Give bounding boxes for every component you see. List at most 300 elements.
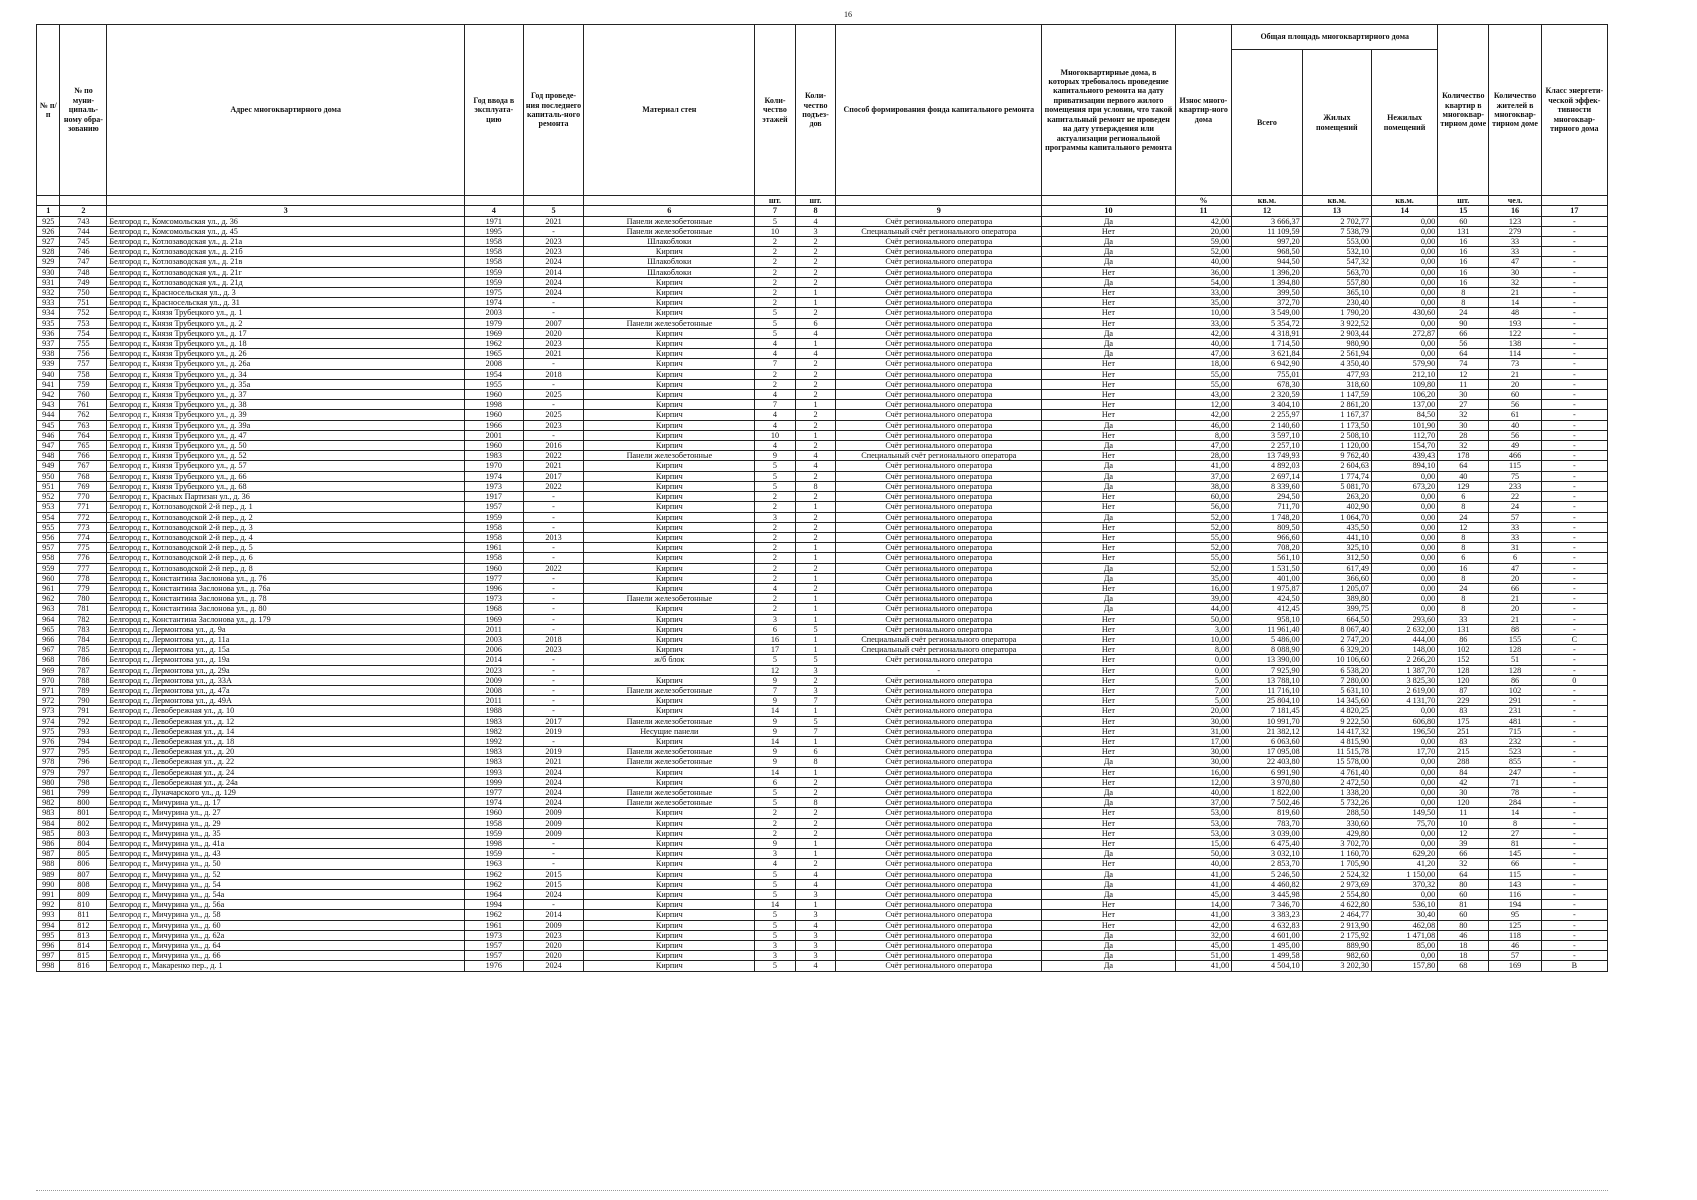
cell-repair-required: Да <box>1042 339 1175 349</box>
cell-floors: 5 <box>755 961 796 971</box>
bottom-rule <box>36 1190 1608 1192</box>
cell-fund-method: Счёт регионального оператора <box>836 818 1042 828</box>
cell-energy-class: - <box>1541 839 1607 849</box>
column-number: 13 <box>1302 206 1371 216</box>
cell-year-commissioned: 1958 <box>464 522 523 532</box>
table-row <box>37 430 1608 440</box>
cell-wall-material: Несущие панели <box>584 726 755 736</box>
cell-row-number: 927 <box>37 237 60 247</box>
cell-address: Белгород г., Лермонтова ул., д. 49А <box>107 696 465 706</box>
cell-fund-method: Счёт регионального оператора <box>836 430 1042 440</box>
cell-residents: 247 <box>1489 767 1541 777</box>
cell-entrances: 2 <box>795 441 836 451</box>
cell-repair-required: Да <box>1042 951 1175 961</box>
cell-wear-percent: 12,00 <box>1175 400 1232 410</box>
cell-fund-method: Счёт регионального оператора <box>836 216 1042 226</box>
cell-floors: 2 <box>755 808 796 818</box>
cell-apartments: 16 <box>1438 277 1489 287</box>
cell-entrances: 2 <box>795 522 836 532</box>
header-municipal-number: № по муни-ципаль-ному обра-зованию <box>60 25 107 196</box>
cell-area-total: 4 632,83 <box>1232 920 1302 930</box>
cell-area-total: 8 088,90 <box>1232 645 1302 655</box>
cell-year-last-repair: 2009 <box>523 818 584 828</box>
cell-year-commissioned: 1974 <box>464 471 523 481</box>
cell-address: Белгород г., Лермонтова ул., д. 47а <box>107 685 465 695</box>
cell-floors: 7 <box>755 359 796 369</box>
cell-wear-percent: 31,00 <box>1175 726 1232 736</box>
cell-entrances: 2 <box>795 308 836 318</box>
cell-municipal-number: 756 <box>60 349 107 359</box>
cell-residents: 60 <box>1489 390 1541 400</box>
cell-area-residential: 4 761,40 <box>1302 767 1371 777</box>
cell-row-number: 974 <box>37 716 60 726</box>
cell-address: Белгород г., Левобережная ул., д. 10 <box>107 706 465 716</box>
cell-area-total: 4 504,10 <box>1232 961 1302 971</box>
cell-fund-method: Счёт регионального оператора <box>836 441 1042 451</box>
cell-repair-required: Нет <box>1042 767 1175 777</box>
cell-area-total: 4 318,91 <box>1232 328 1302 338</box>
cell-row-number: 978 <box>37 757 60 767</box>
cell-energy-class: - <box>1541 777 1607 787</box>
cell-row-number: 977 <box>37 747 60 757</box>
cell-wear-percent: 54,00 <box>1175 277 1232 287</box>
cell-area-residential: 2 524,32 <box>1302 869 1371 879</box>
cell-year-last-repair: - <box>523 543 584 553</box>
cell-year-commissioned: 1982 <box>464 726 523 736</box>
cell-fund-method: Счёт регионального оператора <box>836 349 1042 359</box>
cell-row-number: 985 <box>37 828 60 838</box>
cell-fund-method: Счёт регионального оператора <box>836 910 1042 920</box>
cell-address: Белгород г., Котлозаводской 2-й пер., д. 4 <box>107 532 465 542</box>
cell-area-total: 2 140,60 <box>1232 420 1302 430</box>
cell-area-residential: 288,50 <box>1302 808 1371 818</box>
cell-municipal-number: 747 <box>60 257 107 267</box>
cell-year-last-repair: 2019 <box>523 747 584 757</box>
cell-apartments: 68 <box>1438 961 1489 971</box>
cell-year-commissioned: 1961 <box>464 920 523 930</box>
cell-year-commissioned: 1973 <box>464 481 523 491</box>
cell-wear-percent: 3,00 <box>1175 624 1232 634</box>
cell-residents: 114 <box>1489 349 1541 359</box>
cell-row-number: 961 <box>37 583 60 593</box>
cell-row-number: 947 <box>37 441 60 451</box>
unit-cell <box>107 196 465 206</box>
cell-entrances: 6 <box>795 318 836 328</box>
cell-apartments: 83 <box>1438 706 1489 716</box>
cell-row-number: 955 <box>37 522 60 532</box>
table-row <box>37 441 1608 451</box>
unit-cell: шт. <box>1438 196 1489 206</box>
cell-area-total: 3 597,10 <box>1232 430 1302 440</box>
cell-row-number: 942 <box>37 390 60 400</box>
cell-municipal-number: 803 <box>60 828 107 838</box>
cell-wear-percent: 53,00 <box>1175 808 1232 818</box>
cell-apartments: 28 <box>1438 430 1489 440</box>
cell-address: Белгород г., Луначарского ул., д. 129 <box>107 787 465 797</box>
cell-area-residential: 547,32 <box>1302 257 1371 267</box>
cell-area-nonresidential: 2 619,00 <box>1372 685 1438 695</box>
cell-apartments: 64 <box>1438 869 1489 879</box>
cell-floors: 14 <box>755 736 796 746</box>
cell-entrances: 1 <box>795 400 836 410</box>
cell-address: Белгород г., Князя Трубецкого ул., д. 1 <box>107 308 465 318</box>
cell-wall-material: Панели железобетонные <box>584 716 755 726</box>
cell-year-last-repair: - <box>523 675 584 685</box>
cell-area-nonresidential: 149,50 <box>1372 808 1438 818</box>
cell-wear-percent: 47,00 <box>1175 349 1232 359</box>
cell-year-last-repair: 2023 <box>523 645 584 655</box>
cell-residents: 20 <box>1489 573 1541 583</box>
cell-floors: 2 <box>755 247 796 257</box>
cell-wear-percent: 40,00 <box>1175 257 1232 267</box>
cell-entrances: 2 <box>795 787 836 797</box>
cell-floors: 2 <box>755 604 796 614</box>
cell-area-nonresidential: 0,00 <box>1372 583 1438 593</box>
cell-residents: 71 <box>1489 777 1541 787</box>
cell-fund-method: Счёт регионального оператора <box>836 767 1042 777</box>
cell-fund-method: Счёт регионального оператора <box>836 379 1042 389</box>
cell-year-commissioned: 1957 <box>464 502 523 512</box>
cell-area-nonresidential: 0,00 <box>1372 757 1438 767</box>
cell-area-total: 7 181,45 <box>1232 706 1302 716</box>
cell-municipal-number: 745 <box>60 237 107 247</box>
cell-energy-class: - <box>1541 369 1607 379</box>
cell-fund-method: Счёт регионального оператора <box>836 237 1042 247</box>
cell-wall-material: Панели железобетонные <box>584 787 755 797</box>
cell-apartments: 8 <box>1438 573 1489 583</box>
cell-wall-material: Кирпич <box>584 308 755 318</box>
cell-municipal-number: 800 <box>60 798 107 808</box>
cell-energy-class: - <box>1541 420 1607 430</box>
table-row <box>37 267 1608 277</box>
cell-wall-material: Панели железобетонные <box>584 226 755 236</box>
unit-cell <box>836 196 1042 206</box>
header-address: Адрес многоквартирного дома <box>107 25 465 196</box>
cell-area-nonresidential: 137,00 <box>1372 400 1438 410</box>
cell-area-residential: 4 622,80 <box>1302 900 1371 910</box>
cell-address: Белгород г., Левобережная ул., д. 22 <box>107 757 465 767</box>
cell-repair-required: Нет <box>1042 502 1175 512</box>
cell-residents: 115 <box>1489 869 1541 879</box>
cell-area-nonresidential: 0,00 <box>1372 543 1438 553</box>
cell-residents: 51 <box>1489 655 1541 665</box>
cell-year-commissioned: 1960 <box>464 563 523 573</box>
cell-fund-method: Счёт регионального оператора <box>836 859 1042 869</box>
cell-energy-class: - <box>1541 461 1607 471</box>
cell-row-number: 992 <box>37 900 60 910</box>
cell-row-number: 991 <box>37 890 60 900</box>
cell-municipal-number: 758 <box>60 369 107 379</box>
cell-repair-required: Нет <box>1042 716 1175 726</box>
cell-energy-class: - <box>1541 543 1607 553</box>
cell-floors: 9 <box>755 451 796 461</box>
cell-area-residential: 5 631,10 <box>1302 685 1371 695</box>
cell-address: Белгород г., Князя Трубецкого ул., д. 47 <box>107 430 465 440</box>
cell-area-nonresidential: 0,00 <box>1372 288 1438 298</box>
cell-row-number: 946 <box>37 430 60 440</box>
cell-wall-material: Кирпич <box>584 430 755 440</box>
cell-year-commissioned: 2003 <box>464 308 523 318</box>
cell-repair-required: Нет <box>1042 859 1175 869</box>
cell-address: Белгород г., Князя Трубецкого ул., д. 17 <box>107 328 465 338</box>
cell-year-last-repair: - <box>523 655 584 665</box>
cell-fund-method: Счёт регионального оператора <box>836 492 1042 502</box>
cell-area-residential: 3 702,70 <box>1302 839 1371 849</box>
cell-wear-percent: 45,00 <box>1175 890 1232 900</box>
cell-entrances: 3 <box>795 910 836 920</box>
cell-year-commissioned: 1971 <box>464 216 523 226</box>
cell-municipal-number: 743 <box>60 216 107 226</box>
table-row <box>37 522 1608 532</box>
cell-year-commissioned: 1960 <box>464 441 523 451</box>
cell-municipal-number: 761 <box>60 400 107 410</box>
cell-year-commissioned: 2008 <box>464 685 523 695</box>
cell-area-total: 13 749,93 <box>1232 451 1302 461</box>
cell-fund-method: Счёт регионального оператора <box>836 624 1042 634</box>
cell-area-total: 678,30 <box>1232 379 1302 389</box>
column-number: 6 <box>584 206 755 216</box>
cell-municipal-number: 796 <box>60 757 107 767</box>
cell-residents: 57 <box>1489 512 1541 522</box>
cell-floors: 10 <box>755 430 796 440</box>
cell-row-number: 944 <box>37 410 60 420</box>
cell-wear-percent: 41,00 <box>1175 461 1232 471</box>
cell-apartments: 66 <box>1438 328 1489 338</box>
cell-repair-required: Нет <box>1042 675 1175 685</box>
cell-energy-class: 0 <box>1541 675 1607 685</box>
cell-year-last-repair: 2024 <box>523 798 584 808</box>
cell-wear-percent: 40,00 <box>1175 859 1232 869</box>
cell-apartments: 12 <box>1438 522 1489 532</box>
cell-row-number: 971 <box>37 685 60 695</box>
cell-energy-class: - <box>1541 624 1607 634</box>
cell-apartments: 84 <box>1438 767 1489 777</box>
cell-entrances: 4 <box>795 879 836 889</box>
cell-apartments: 120 <box>1438 675 1489 685</box>
cell-year-commissioned: 1962 <box>464 869 523 879</box>
cell-row-number: 938 <box>37 349 60 359</box>
cell-municipal-number: 805 <box>60 849 107 859</box>
cell-entrances: 2 <box>795 808 836 818</box>
cell-wall-material: Кирпич <box>584 441 755 451</box>
cell-repair-required: Нет <box>1042 553 1175 563</box>
cell-address: Белгород г., Мичурина ул., д. 62а <box>107 930 465 940</box>
cell-energy-class: - <box>1541 900 1607 910</box>
cell-municipal-number: 807 <box>60 869 107 879</box>
cell-residents: 33 <box>1489 237 1541 247</box>
cell-energy-class: - <box>1541 828 1607 838</box>
cell-area-total: 3 549,00 <box>1232 308 1302 318</box>
cell-energy-class: - <box>1541 308 1607 318</box>
cell-fund-method: Счёт регионального оператора <box>836 573 1042 583</box>
cell-municipal-number: 792 <box>60 716 107 726</box>
cell-year-last-repair: - <box>523 430 584 440</box>
cell-address: Белгород г., Комсомольская ул., д. 36 <box>107 216 465 226</box>
cell-residents: 33 <box>1489 522 1541 532</box>
cell-fund-method: Счёт регионального оператора <box>836 849 1042 859</box>
unit-cell <box>37 196 60 206</box>
cell-area-residential: 2 702,77 <box>1302 216 1371 226</box>
cell-fund-method: Счёт регионального оператора <box>836 277 1042 287</box>
cell-residents: 49 <box>1489 441 1541 451</box>
cell-fund-method: Счёт регионального оператора <box>836 594 1042 604</box>
cell-entrances: 5 <box>795 716 836 726</box>
cell-fund-method: Счёт регионального оператора <box>836 563 1042 573</box>
cell-wear-percent: 55,00 <box>1175 553 1232 563</box>
cell-area-residential: 389,80 <box>1302 594 1371 604</box>
cell-year-last-repair: 2024 <box>523 787 584 797</box>
cell-area-residential: 11 515,78 <box>1302 747 1371 757</box>
cell-apartments: 60 <box>1438 216 1489 226</box>
cell-year-last-repair: - <box>523 226 584 236</box>
cell-entrances: 2 <box>795 818 836 828</box>
cell-floors: 9 <box>755 716 796 726</box>
cell-year-last-repair: 2022 <box>523 563 584 573</box>
cell-floors: 9 <box>755 675 796 685</box>
cell-area-residential: 263,20 <box>1302 492 1371 502</box>
cell-year-commissioned: 1983 <box>464 451 523 461</box>
cell-wall-material: Кирпич <box>584 839 755 849</box>
cell-apartments: 8 <box>1438 502 1489 512</box>
cell-repair-required: Нет <box>1042 614 1175 624</box>
cell-wear-percent: 42,00 <box>1175 920 1232 930</box>
cell-entrances: 2 <box>795 828 836 838</box>
cell-energy-class: - <box>1541 339 1607 349</box>
cell-area-total: 3 032,10 <box>1232 849 1302 859</box>
cell-residents: 66 <box>1489 859 1541 869</box>
cell-apartments: 24 <box>1438 308 1489 318</box>
cell-residents: 31 <box>1489 543 1541 553</box>
cell-area-total: 412,45 <box>1232 604 1302 614</box>
cell-year-last-repair: 2018 <box>523 369 584 379</box>
cell-fund-method: Счёт регионального оператора <box>836 696 1042 706</box>
table-row <box>37 951 1608 961</box>
cell-entrances: 7 <box>795 696 836 706</box>
cell-wear-percent: 5,00 <box>1175 675 1232 685</box>
cell-residents: 715 <box>1489 726 1541 736</box>
table-row <box>37 655 1608 665</box>
cell-row-number: 939 <box>37 359 60 369</box>
cell-fund-method: Счёт регионального оператора <box>836 828 1042 838</box>
cell-municipal-number: 768 <box>60 471 107 481</box>
cell-area-total: 11 716,10 <box>1232 685 1302 695</box>
cell-area-residential: 7 280,00 <box>1302 675 1371 685</box>
cell-entrances: 4 <box>795 328 836 338</box>
cell-year-last-repair: 2020 <box>523 941 584 951</box>
header-repair-required: Многоквартирные дома, в которых требовалось проведение капитального ремонта на дату приватизации первого жилого помещения при условии, что такой капитальный ремонт не проведен на дату утверждения или актуализации региональной программы капитального ремонта <box>1042 25 1175 196</box>
cell-row-number: 970 <box>37 675 60 685</box>
cell-wear-percent: 38,00 <box>1175 481 1232 491</box>
table-row <box>37 390 1608 400</box>
cell-area-total: 819,60 <box>1232 808 1302 818</box>
cell-apartments: 178 <box>1438 451 1489 461</box>
cell-area-nonresidential: 1 471,08 <box>1372 930 1438 940</box>
cell-address: Белгород г., Мичурина ул., д. 54 <box>107 879 465 889</box>
cell-row-number: 963 <box>37 604 60 614</box>
cell-row-number: 964 <box>37 614 60 624</box>
column-number: 15 <box>1438 206 1489 216</box>
table-row <box>37 573 1608 583</box>
cell-area-residential: 8 067,40 <box>1302 624 1371 634</box>
cell-area-nonresidential: 606,80 <box>1372 716 1438 726</box>
column-number: 4 <box>464 206 523 216</box>
header-year-commissioned: Год ввода в эксплуата-цию <box>464 25 523 196</box>
cell-year-last-repair: 2021 <box>523 349 584 359</box>
cell-wall-material: Панели железобетонные <box>584 594 755 604</box>
cell-residents: 138 <box>1489 339 1541 349</box>
cell-address: Белгород г., Князя Трубецкого ул., д. 26а <box>107 359 465 369</box>
cell-address: Белгород г., Князя Трубецкого ул., д. 57 <box>107 461 465 471</box>
cell-fund-method: Счёт регионального оператора <box>836 471 1042 481</box>
cell-wear-percent: 0,00 <box>1175 655 1232 665</box>
cell-year-commissioned: 1962 <box>464 910 523 920</box>
cell-row-number: 997 <box>37 951 60 961</box>
cell-area-nonresidential: 0,00 <box>1372 298 1438 308</box>
unit-cell: шт. <box>755 196 796 206</box>
cell-address: Белгород г., Князя Трубецкого ул., д. 2 <box>107 318 465 328</box>
cell-apartments: 11 <box>1438 808 1489 818</box>
cell-wall-material: Панели железобетонные <box>584 318 755 328</box>
cell-row-number: 937 <box>37 339 60 349</box>
table-row <box>37 461 1608 471</box>
cell-fund-method: Специальный счёт регионального оператора <box>836 634 1042 644</box>
cell-municipal-number: 750 <box>60 288 107 298</box>
cell-address: Белгород г., Князя Трубецкого ул., д. 52 <box>107 451 465 461</box>
cell-wall-material: Панели железобетонные <box>584 451 755 461</box>
cell-area-nonresidential: 2 632,00 <box>1372 624 1438 634</box>
header-wall-material: Материал стен <box>584 25 755 196</box>
cell-area-residential: 563,70 <box>1302 267 1371 277</box>
cell-year-commissioned: 1973 <box>464 594 523 604</box>
table-row <box>37 910 1608 920</box>
header-fund-method: Способ формирования фонда капитального ремонта <box>836 25 1042 196</box>
table-row <box>37 216 1608 226</box>
table-row <box>37 400 1608 410</box>
cell-apartments: 8 <box>1438 298 1489 308</box>
cell-wear-percent: 42,00 <box>1175 328 1232 338</box>
cell-energy-class: - <box>1541 726 1607 736</box>
cell-fund-method: Счёт регионального оператора <box>836 736 1042 746</box>
cell-wall-material: Кирпич <box>584 328 755 338</box>
cell-residents: 86 <box>1489 675 1541 685</box>
cell-energy-class: - <box>1541 930 1607 940</box>
cell-floors: 7 <box>755 685 796 695</box>
cell-row-number: 960 <box>37 573 60 583</box>
cell-address: Белгород г., Князя Трубецкого ул., д. 68 <box>107 481 465 491</box>
column-number: 16 <box>1489 206 1541 216</box>
cell-wear-percent: 59,00 <box>1175 237 1232 247</box>
cell-apartments: 16 <box>1438 563 1489 573</box>
cell-year-commissioned: 1966 <box>464 420 523 430</box>
cell-year-last-repair: 2017 <box>523 471 584 481</box>
cell-floors: 2 <box>755 573 796 583</box>
cell-apartments: 87 <box>1438 685 1489 695</box>
cell-fund-method: Счёт регионального оператора <box>836 481 1042 491</box>
cell-area-total: 22 403,80 <box>1232 757 1302 767</box>
column-number: 11 <box>1175 206 1232 216</box>
cell-area-total: 1 499,58 <box>1232 951 1302 961</box>
cell-area-total: 3 383,23 <box>1232 910 1302 920</box>
cell-area-nonresidential: 536,10 <box>1372 900 1438 910</box>
cell-apartments: 131 <box>1438 226 1489 236</box>
cell-area-nonresidential: 85,00 <box>1372 941 1438 951</box>
cell-entrances: 2 <box>795 237 836 247</box>
cell-area-nonresidential: 0,00 <box>1372 951 1438 961</box>
cell-residents: 123 <box>1489 216 1541 226</box>
cell-energy-class: - <box>1541 655 1607 665</box>
cell-fund-method: Счёт регионального оператора <box>836 553 1042 563</box>
cell-entrances: 4 <box>795 961 836 971</box>
